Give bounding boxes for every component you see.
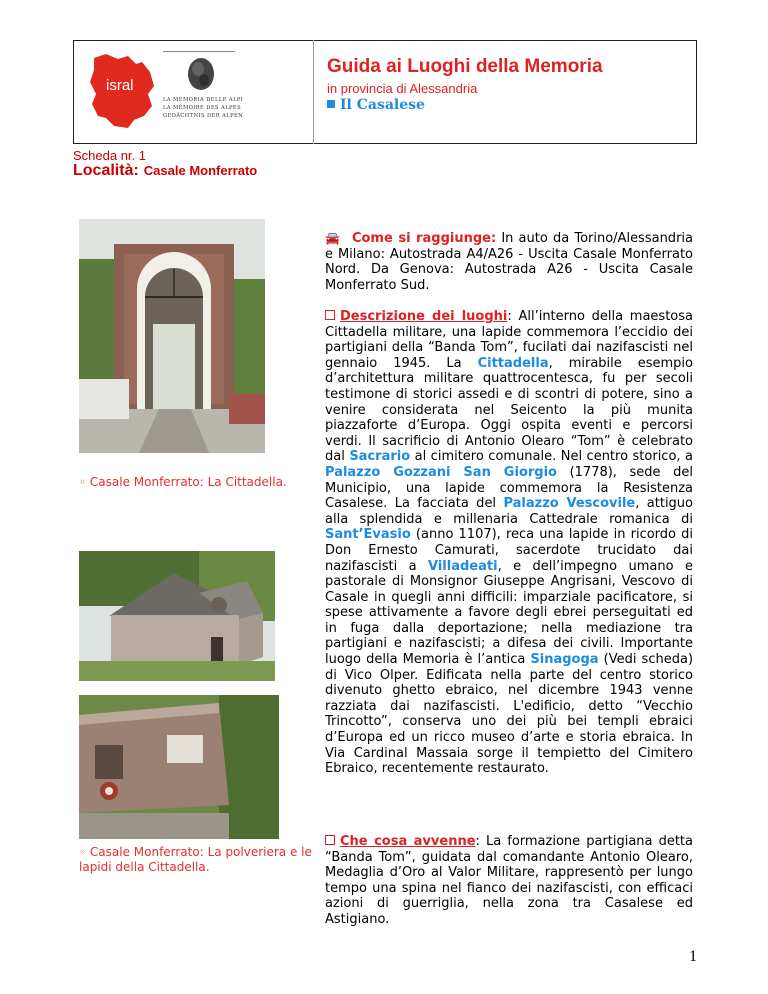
logo-divider: [163, 51, 235, 52]
events-heading: Che cosa avvenne: [340, 834, 476, 849]
stone-icon: [186, 56, 216, 92]
caption-photo-polveriera: ◦ Casale Monferrato: La polveriera e le lapidi della Cittadella.: [79, 845, 312, 874]
alps-line-fr: LA MÉMOIRE DES ALPES: [163, 105, 242, 111]
logo-text: isral: [106, 77, 134, 94]
place-palazzo-vescovile: Palazzo Vescovile: [503, 496, 636, 512]
photo-cittadella: [79, 219, 265, 453]
events-paragraph: [325, 834, 693, 928]
guide-title: Guida ai Luoghi della Memoria: [327, 56, 603, 77]
page-number: 1: [689, 948, 697, 965]
location-heading: [73, 162, 257, 180]
alps-line-it: LA MEMORIA DELLE ALPI: [163, 97, 244, 103]
place-sinagoga: Sinagoga: [530, 652, 599, 668]
access-paragraph: [325, 231, 693, 293]
description-text: , mirabile esempio d’architettura militare quattrocentesca, fu per secoli testimone di storici assedi e di scontri di potere, sino a venire considerata nel Seicento la più munita piazzaforte d’Europa. Oggi ospita eventi e percorsi verdi. Il sacrificio di Antonio Olearo “Tom” è celebrato dal: [325, 355, 693, 465]
description-text: (anno 1107), reca una lapide in ricordo di Don Ernesto Camurati, sacerdote trucidato dai nazifascisti a: [325, 527, 693, 574]
place-cittadella: Cittadella: [477, 355, 549, 371]
description-paragraph: [325, 309, 693, 777]
description-text: , e dell’impegno umano e pastorale di Monsignor Giuseppe Angrisani, Vescovo di Casale in quegli anni difficili: imparziale pacificatore, si spese attivamente a favore degli ebrei perseguitati ed in fuga dalla deportazione; nella mediazione tra partigiani e nazifascisti; a difesa dei civili. Importante luogo della Memoria è l’antica: [325, 558, 694, 668]
description-text: : All’interno della maestosa Cittadella militare, una lapide commemora l’eccidio dei partigiani della “Banda Tom”, fucilati dai nazifascisti nel gennaio 1945. La: [325, 309, 693, 371]
header-divider: [313, 40, 314, 144]
description-text: , attiguo alla splendida e millenaria Cattedrale romanica di: [325, 496, 694, 527]
description-text: (Vedi scheda) di Vico Olper. Edificata nella parte del centro storico divenuto ghetto ebraico, nel dicembre 1943 venne razziata dai nazifascisti. L'edificio, detto “Vecchio Trincotto”, conserva uno dei più bei templi ebraici d’Europa ed un ricco museo d’arte e storia ebraica. In Via Cardinal Massaia sorge il tempietto del Cimitero Ebraico, recentemente restaurato.: [325, 652, 694, 777]
description-text: (1778), sede del Municipio, una lapide commemora la Resistenza Casalese. La facciata del: [325, 464, 694, 512]
car-icon: 🚘: [325, 231, 340, 245]
description-heading: Descrizione dei luoghi: [340, 309, 508, 324]
checkbox-square-icon: [325, 310, 335, 320]
place-palazzo-gozzani: Palazzo Gozzani San Giorgio: [325, 464, 557, 480]
access-heading: Come si raggiunge:: [351, 231, 497, 246]
card-number: Scheda nr. 1: [73, 148, 146, 163]
place-villadeati: Villadeati: [428, 558, 498, 574]
location-name: Casale Monferrato: [143, 163, 258, 178]
section-title: [327, 97, 425, 113]
place-sant-evasio: Sant’Evasio: [325, 527, 411, 543]
location-label: Località:: [73, 162, 139, 179]
access-text: In auto da Torino/Alessandria e Milano: Autostrada A4/A26 - Uscita Casale Monferrato Nord. Da Genova: Autostrada A26 - Uscita Casale Monferrato Sud.: [325, 231, 693, 293]
place-sacrario: Sacrario: [349, 449, 411, 465]
alps-line-de: GEDÄCHTNIS DER ALPEN: [163, 113, 244, 119]
events-text: : La formazione partigiana detta “Banda Tom”, guidata dal comandante Antonio Olearo, Medaglia d’Oro al Valor Militare, rappresentò per lungo tempo una spina nel fianco dei nazifascisti, con efficaci azioni di guerriglia, nella zona tra Casalese ed Astigiano.: [325, 834, 693, 927]
section-label: Il Casalese: [340, 97, 425, 113]
isral-logo: [84, 50, 158, 130]
photo-polveriera: [79, 551, 275, 681]
description-text: al cimitero comunale. Nel centro storico, a: [410, 449, 693, 465]
checkbox-square-icon: [325, 835, 335, 845]
square-bullet-icon: [327, 100, 335, 108]
guide-subtitle: in provincia di Alessandria: [327, 81, 478, 96]
caption-photo-cittadella: ◦ Casale Monferrato: La Cittadella.: [79, 475, 287, 489]
photo-lapidi: [79, 695, 279, 839]
